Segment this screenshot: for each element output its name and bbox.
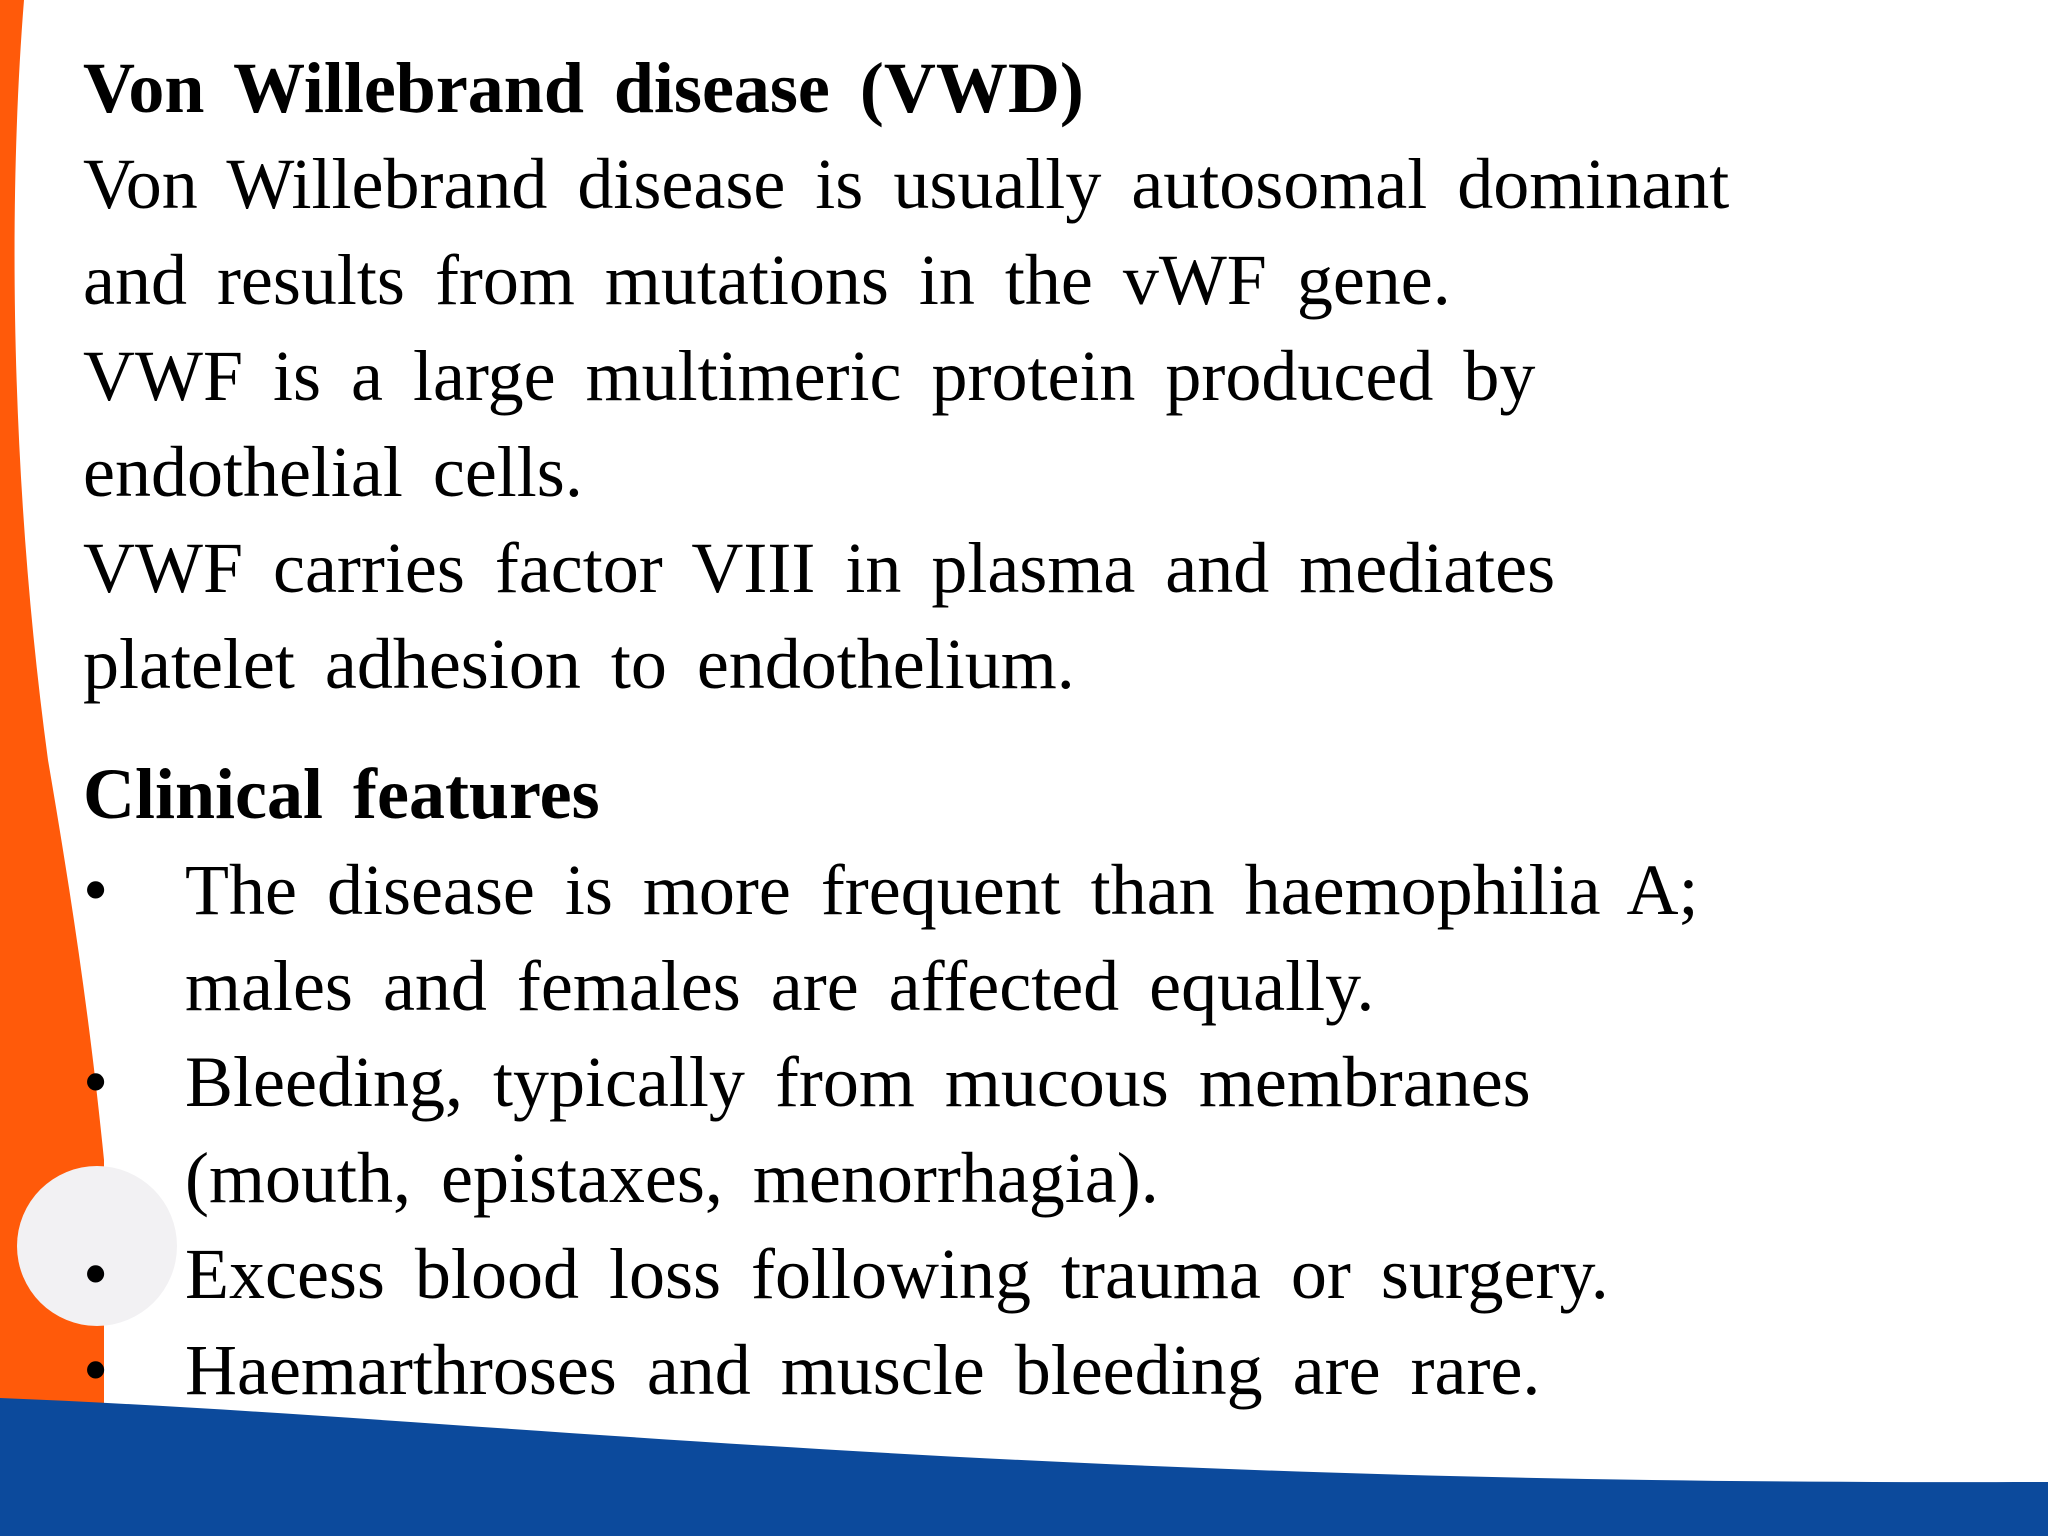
paragraph-line: Von Willebrand disease is usually autosomal dominant [83,144,1730,224]
bullet-icon: • [83,1234,109,1314]
paragraph-line: VWF carries factor VIII in plasma and mediates [83,528,1556,608]
bullet-text-line: Bleeding, typically from mucous membranes [185,1042,1531,1122]
slide-title: Von Willebrand disease (VWD) [83,48,1084,128]
bullet-text-line: The disease is more frequent than haemophilia A; [185,850,1699,930]
bullet-text-line: males and females are affected equally. [185,946,1375,1026]
bullet-text-line: Excess blood loss following trauma or surgery. [185,1234,1609,1314]
slide-content [83,40,1983,1418]
list-item [83,1226,1983,1322]
section-spacer [83,712,1983,746]
paragraph-line: and results from mutations in the vWF gene. [83,240,1451,320]
bullet-icon: • [83,1330,109,1410]
list-item [83,842,1983,1034]
clinical-features-list [83,842,1983,1418]
paragraph-line: VWF is a large multimeric protein produced by [83,336,1536,416]
bullet-text-line: Haemarthroses and muscle bleeding are rare. [185,1330,1541,1410]
bullet-icon: • [83,1042,109,1122]
bullet-text-line: (mouth, epistaxes, menorrhagia). [185,1138,1159,1218]
section-heading-clinical-features: Clinical features [83,754,600,834]
list-item [83,1322,1983,1418]
blue-bottom-wave [0,1398,2048,1536]
paragraph-line: endothelial cells. [83,432,583,512]
bullet-icon: • [83,850,109,930]
paragraph-line: platelet adhesion to endothelium. [83,624,1075,704]
list-item [83,1034,1983,1226]
